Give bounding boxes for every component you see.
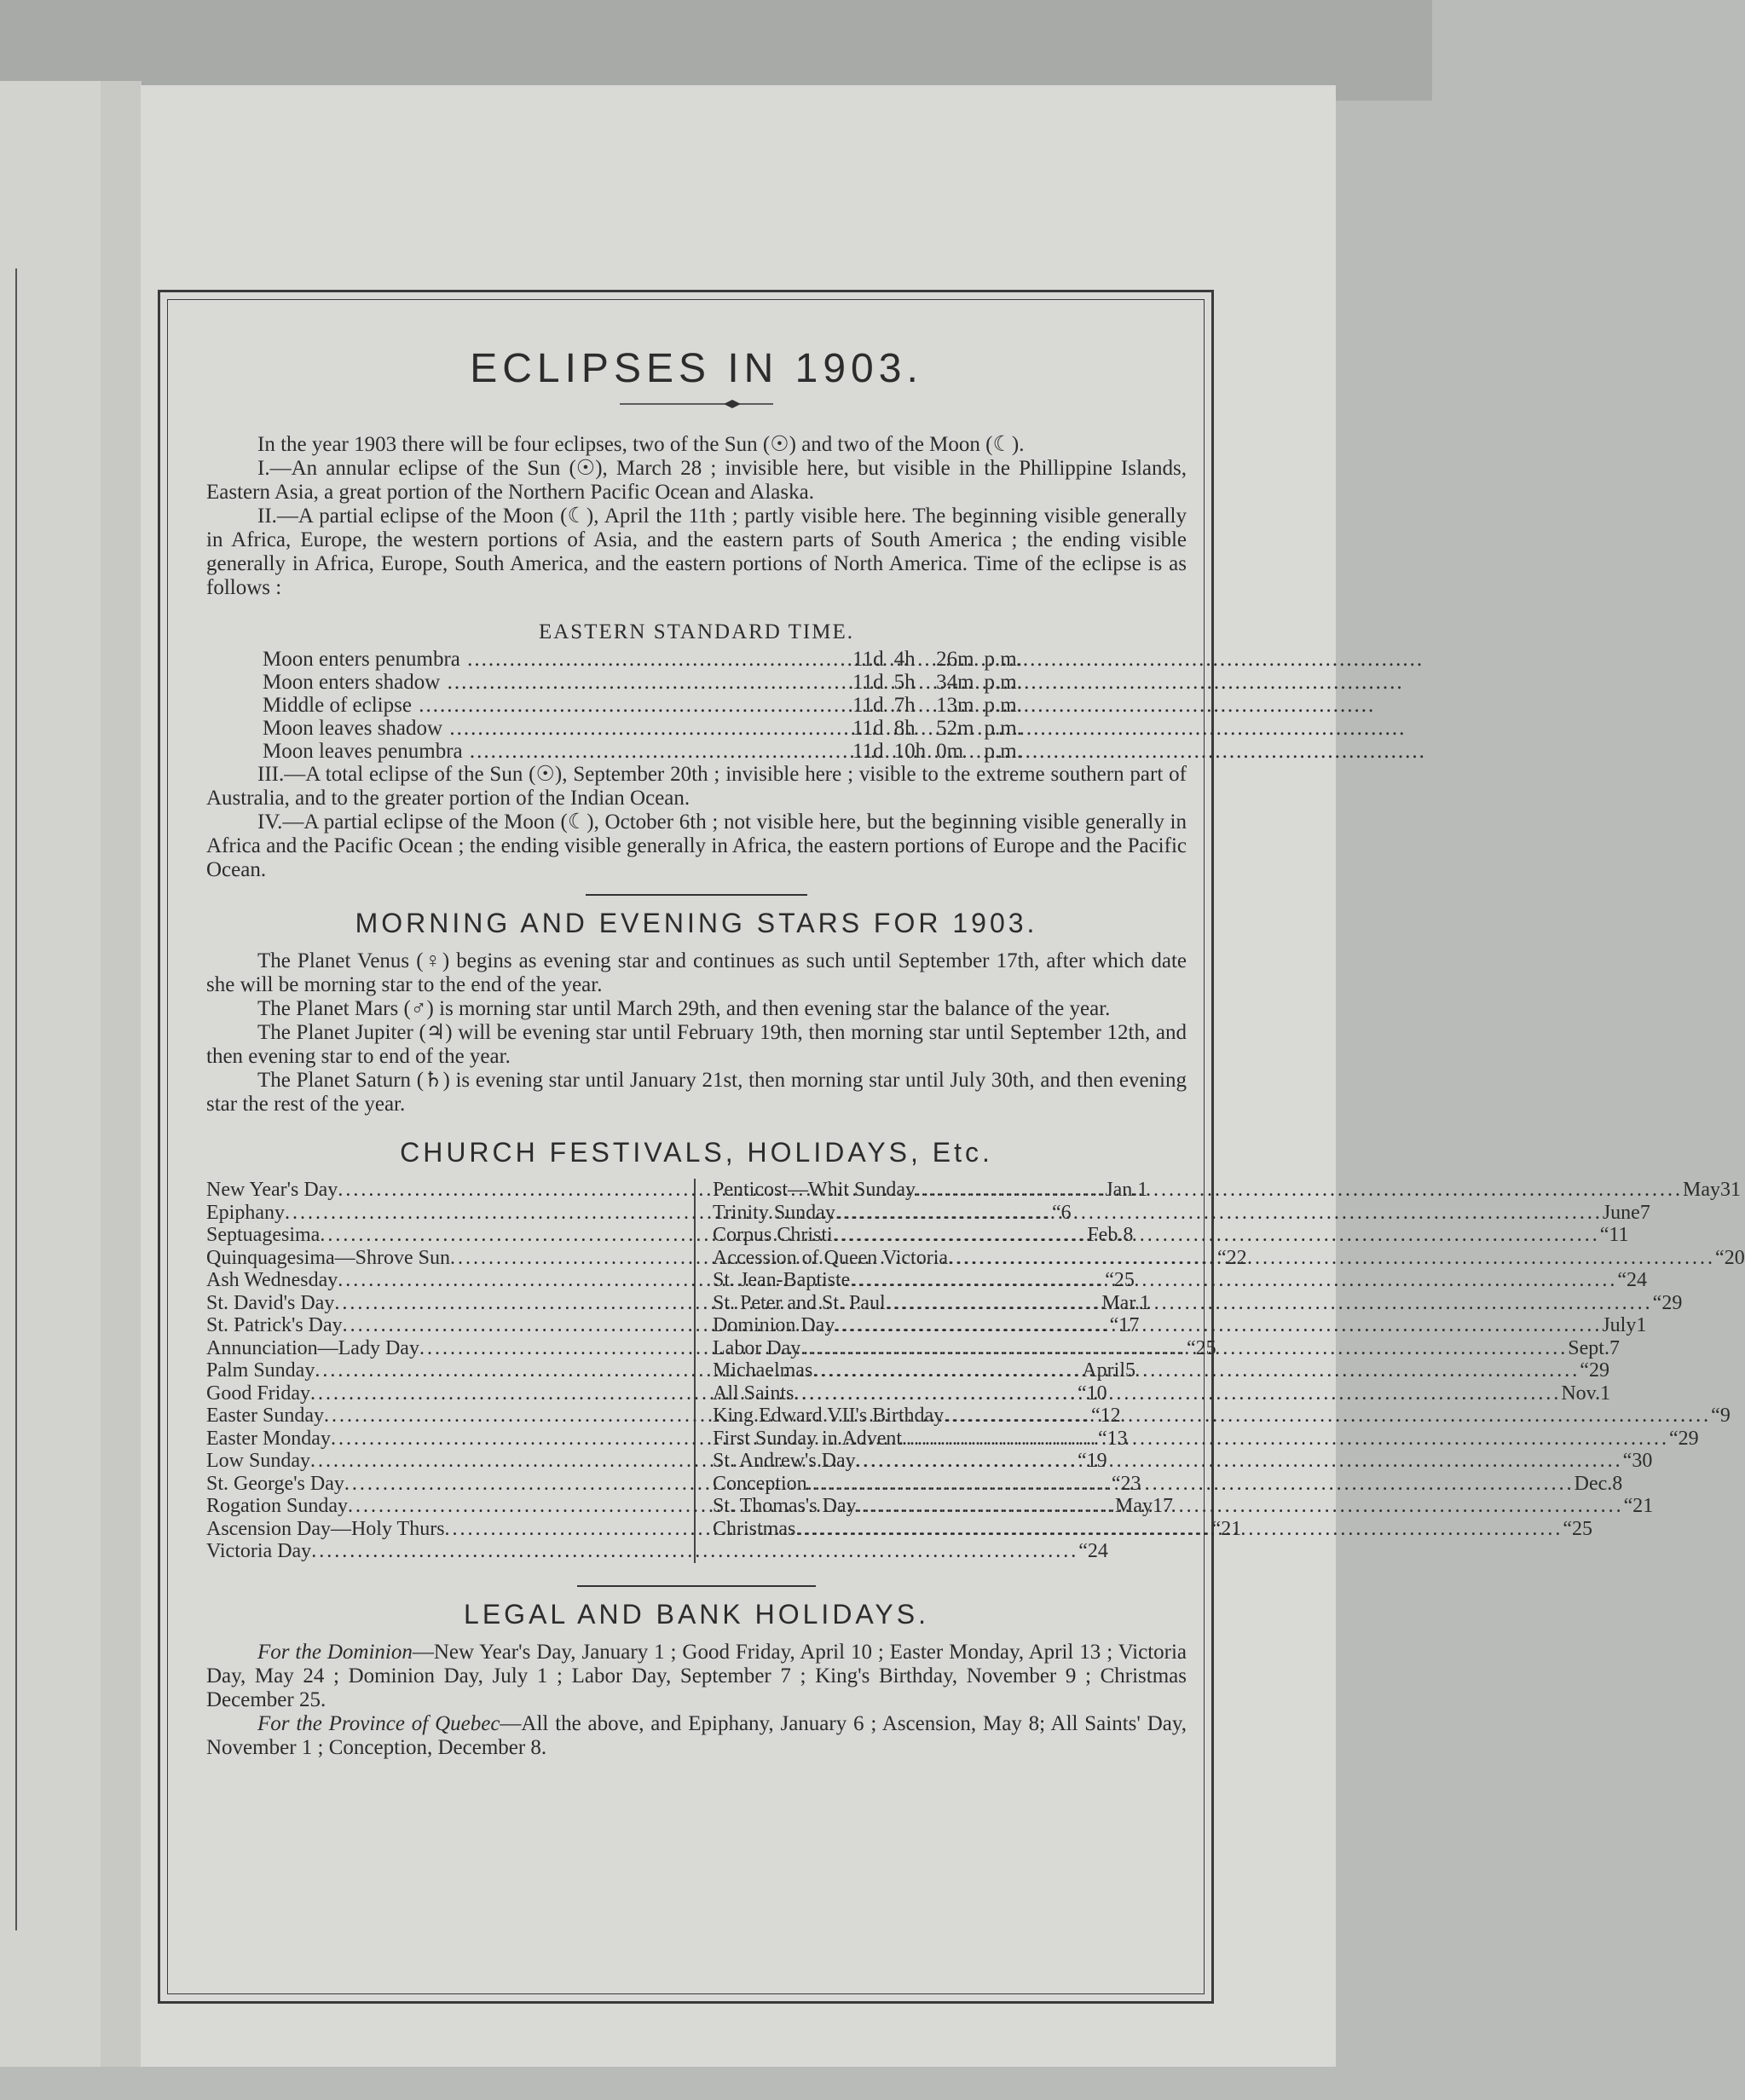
- legal-dominion-text: —New Year's Day, January 1 ; Good Friday, April 10 ; Easter Monday, April 13 ; Victoria Day, May 24 ; Dominion Day, July 1 ; Labor Day, September 7 ; King's Birthday, November 9 ; Christmas December 25.: [206, 1640, 1187, 1711]
- festival-day: 5: [1125, 1359, 1136, 1382]
- festival-day: 1: [1140, 1291, 1150, 1314]
- festival-name: All Saints: [713, 1382, 794, 1405]
- festival-row: [713, 1179, 1741, 1202]
- festival-day: 29: [1661, 1291, 1683, 1314]
- stars-jupiter: The Planet Jupiter (♃) will be evening star until February 19th, then morning star until September 12th, and then evening star to end of the year.: [206, 1021, 1187, 1068]
- time-hour: 7h: [893, 694, 916, 717]
- time-ampm: p.m.: [984, 694, 1022, 717]
- festival-day: 1: [1636, 1314, 1647, 1336]
- festival-name: St. Jean-Baptiste: [713, 1269, 851, 1291]
- festival-day: 8: [1612, 1472, 1623, 1495]
- legal-holidays-section: [206, 1599, 1187, 1760]
- festival-day: 21: [1221, 1517, 1242, 1540]
- festival-day: 25: [1113, 1269, 1135, 1291]
- time-day: 11d: [852, 694, 884, 717]
- festival-month: April: [1082, 1359, 1126, 1382]
- festival-month: “: [1105, 1269, 1114, 1291]
- time-ampm: p.m.: [984, 740, 1022, 763]
- festival-day: 6: [1060, 1201, 1072, 1224]
- festival-month: “: [1109, 1314, 1119, 1336]
- eclipses-intro: In the year 1903 there will be four eclipses, two of the Sun (☉) and two of the Moon (☾).: [257, 433, 1025, 456]
- festival-name: Palm Sunday: [206, 1359, 315, 1382]
- festival-name: St. Andrew's Day: [713, 1450, 856, 1472]
- page-border-inner: [167, 299, 1745, 1994]
- stars-saturn: The Planet Saturn (♄) is evening star until January 21st, then morning star until July 30th, and then evening star the rest of the year.: [206, 1069, 1187, 1116]
- eclipse-ii: II.—A partial eclipse of the Moon (☾), April the 11th ; partly visible here. The beginning visible generally in Africa, Europe, the western portions of Asia, and the eastern parts of South America ; the ending visible generally in Africa, Europe, South America, and the eastern portions of North America. Time of the eclipse is as follows :: [206, 505, 1187, 599]
- festival-day: 11: [1609, 1224, 1629, 1246]
- festival-month: June: [1602, 1201, 1640, 1224]
- time-minute: 34m: [936, 671, 974, 694]
- time-day: 11d: [852, 671, 884, 694]
- festival-name: Good Friday: [206, 1382, 310, 1405]
- time-ampm: p.m.: [984, 648, 1022, 671]
- festival-row: [713, 1314, 1647, 1337]
- festival-day: 20: [1724, 1246, 1745, 1269]
- time-hour: 4h: [893, 648, 916, 671]
- time-minute: 26m: [936, 648, 974, 671]
- festival-name: Septuagesima: [206, 1224, 321, 1246]
- festival-name: Ascension Day—Holy Thurs: [206, 1517, 445, 1540]
- festival-day: 8: [1123, 1224, 1134, 1246]
- time-row: [257, 671, 1027, 694]
- festival-day: 23: [1120, 1472, 1141, 1495]
- legal-dominion: [206, 1641, 1187, 1712]
- festival-day: 13: [1107, 1427, 1128, 1450]
- festival-day: 7: [1639, 1201, 1650, 1224]
- festival-day: 25: [1195, 1336, 1216, 1359]
- festival-month: “: [1078, 1382, 1087, 1405]
- festival-row: [713, 1359, 1609, 1382]
- festival-day: 22: [1226, 1246, 1247, 1269]
- festival-month: “: [1111, 1472, 1121, 1495]
- ornamental-rule: [620, 399, 773, 409]
- festival-month: “: [1211, 1517, 1222, 1540]
- festival-month: “: [1051, 1201, 1061, 1224]
- festival-month: Nov.: [1561, 1382, 1601, 1405]
- festival-month: Dec.: [1574, 1472, 1613, 1495]
- time-event: Moon enters shadow .....: [263, 671, 842, 694]
- festival-day: 29: [1588, 1359, 1609, 1382]
- festival-month: “: [1623, 1495, 1633, 1517]
- time-day: 11d: [852, 717, 884, 740]
- festival-name: St. Thomas's Day: [713, 1495, 857, 1517]
- time-hour: 10h: [893, 740, 927, 763]
- festival-row: [713, 1472, 1623, 1496]
- festival-month: Mar.: [1101, 1291, 1140, 1314]
- festival-day: 9: [1719, 1405, 1731, 1427]
- festival-day: 30: [1632, 1450, 1653, 1472]
- festival-month: “: [1097, 1427, 1107, 1450]
- festival-name: Rogation Sunday: [206, 1495, 348, 1517]
- page-border-outer: [158, 290, 1745, 2004]
- festival-month: “: [1186, 1336, 1196, 1359]
- festivals-table: [206, 1179, 1745, 1563]
- stars-mars: The Planet Mars (♂) is morning star until March 29th, and then evening star the balance of the year.: [257, 997, 1111, 1020]
- eclipse-iii: III.—A total eclipse of the Sun (☉), September 20th ; invisible here ; visible to the extreme southern part of Australia, and to the greater portion of the Indian Ocean.: [206, 763, 1187, 810]
- time-hour: 5h: [893, 671, 916, 694]
- festival-name: First Sunday in Advent: [713, 1427, 903, 1450]
- festival-name: Quinquagesima—Shrove Sun: [206, 1246, 450, 1269]
- time-ampm: p.m.: [984, 671, 1022, 694]
- festivals-section: [206, 1137, 1745, 1563]
- book-spine: [101, 81, 142, 2067]
- festival-row: [713, 1224, 1629, 1247]
- festival-name: Michaelmas: [713, 1359, 813, 1382]
- time-day: 11d: [852, 740, 884, 763]
- festival-name: Ash Wednesday: [206, 1269, 338, 1291]
- festival-month: May: [1115, 1495, 1153, 1517]
- eclipses-section: [206, 433, 1187, 882]
- festival-day: 12: [1100, 1405, 1121, 1427]
- festival-day: 24: [1087, 1540, 1108, 1562]
- festival-name: Penticost—Whit Sunday: [713, 1179, 916, 1201]
- facing-page-frame: [0, 268, 17, 1930]
- time-event: Middle of eclipse .....: [263, 694, 842, 717]
- festival-name: Accession of Queen Victoria: [713, 1246, 949, 1269]
- festival-row: [713, 1291, 1683, 1315]
- festival-row: [713, 1495, 1654, 1518]
- section-divider: [586, 894, 807, 896]
- festival-month: Sept.: [1568, 1336, 1609, 1359]
- stars-section: [206, 908, 1187, 1116]
- festival-name: St. George's Day: [206, 1472, 344, 1495]
- festival-day: 17: [1153, 1495, 1173, 1517]
- festival-month: “: [1090, 1405, 1101, 1427]
- festival-name: St. David's Day: [206, 1291, 335, 1314]
- time-row: [257, 694, 1027, 717]
- time-event: Moon leaves penumbra .....: [263, 740, 842, 763]
- festival-name: St. Patrick's Day: [206, 1314, 343, 1336]
- time-event: Moon leaves shadow .....: [263, 717, 842, 740]
- festival-month: “: [1216, 1246, 1227, 1269]
- festival-name: St. Peter and St. Paul: [713, 1291, 886, 1314]
- festival-month: “: [1599, 1224, 1609, 1246]
- festival-name: Annunciation—Lady Day: [206, 1336, 419, 1359]
- festival-row: [713, 1450, 1653, 1473]
- page-title: ECLIPSES IN 1903.: [470, 346, 923, 391]
- festival-name: Trinity Sunday: [713, 1201, 835, 1224]
- festival-name: Dominion Day: [713, 1314, 835, 1336]
- legal-quebec-label: For the Province of Quebec: [257, 1711, 500, 1735]
- time-minute: 0m: [936, 740, 964, 763]
- stars-heading: MORNING AND EVENING STARS FOR 1903.: [355, 908, 1038, 938]
- time-hour: 8h: [893, 717, 916, 740]
- festival-row: [713, 1405, 1731, 1428]
- festival-name: Low Sunday: [206, 1450, 310, 1472]
- festival-month: Jan.: [1105, 1179, 1138, 1201]
- festival-name: Easter Sunday: [206, 1405, 324, 1427]
- time-day: 11d: [852, 648, 884, 671]
- festival-day: 24: [1626, 1269, 1647, 1291]
- festival-name: King Edward VII's Birthday: [713, 1405, 945, 1427]
- page-content: [206, 330, 1745, 1760]
- festival-name: Victoria Day: [206, 1540, 312, 1562]
- festival-day: 1: [1600, 1382, 1611, 1405]
- festival-row: [713, 1427, 1699, 1451]
- festival-row: [713, 1201, 1650, 1225]
- time-heading: EASTERN STANDARD TIME.: [538, 620, 854, 643]
- almanac-page: [141, 85, 1745, 2067]
- festival-month: Feb.: [1087, 1224, 1124, 1246]
- festival-day: 7: [1609, 1336, 1620, 1359]
- festival-month: “: [1580, 1359, 1589, 1382]
- festival-month: July: [1602, 1314, 1637, 1336]
- section-divider: [577, 1585, 816, 1587]
- time-minute: 13m: [936, 694, 974, 717]
- festival-row: [713, 1382, 1611, 1405]
- festival-day: 29: [1678, 1427, 1699, 1450]
- eclipse-iv: IV.—A partial eclipse of the Moon (☾), October 6th ; not visible here, but the beginning visible generally in Africa and the Pacific Ocean ; the ending visible generally in Africa, the eastern portions of Europe and the Pacific Ocean.: [206, 811, 1187, 881]
- festival-month: “: [1563, 1517, 1572, 1540]
- stars-venus: The Planet Venus (♀) begins as evening star and continues as such until September 17th, after which date she will be morning star to the end of the year.: [206, 949, 1187, 996]
- legal-heading: LEGAL AND BANK HOLIDAYS.: [464, 1598, 929, 1630]
- festival-day: 31: [1719, 1179, 1741, 1201]
- festival-row: [713, 1269, 1647, 1292]
- festival-month: “: [1652, 1291, 1662, 1314]
- time-row: [257, 717, 1027, 740]
- festival-month: “: [1078, 1540, 1088, 1562]
- festival-month: “: [1617, 1269, 1627, 1291]
- festival-month: “: [1669, 1427, 1679, 1450]
- festival-month: “: [1622, 1450, 1632, 1472]
- festival-day: 25: [1572, 1517, 1592, 1540]
- festival-name: New Year's Day: [206, 1179, 338, 1201]
- festival-month: “: [1711, 1405, 1720, 1427]
- festival-name: Corpus Christi: [713, 1224, 833, 1246]
- eclipse-i: I.—An annular eclipse of the Sun (☉), March 28 ; invisible here, but visible in the Phillippine Islands, Eastern Asia, a great portion of the Northern Pacific Ocean and Alaska.: [206, 457, 1187, 504]
- legal-dominion-label: For the Dominion: [257, 1640, 413, 1664]
- festival-name: Easter Monday: [206, 1427, 331, 1450]
- festival-day: 1: [1137, 1179, 1148, 1201]
- festival-month: May: [1682, 1179, 1720, 1201]
- eclipse-time-table: [257, 648, 1027, 763]
- festival-month: “: [1078, 1450, 1087, 1472]
- festival-day: 21: [1632, 1495, 1654, 1517]
- legal-quebec: [206, 1712, 1187, 1760]
- festival-day: 10: [1086, 1382, 1107, 1405]
- time-ampm: p.m.: [984, 717, 1022, 740]
- time-minute: 52m: [936, 717, 974, 740]
- festival-name: Labor Day: [713, 1336, 801, 1359]
- festival-day: 17: [1118, 1314, 1140, 1336]
- festival-name: Epiphany: [206, 1201, 285, 1224]
- time-row: [257, 740, 1027, 763]
- festival-month: “: [1715, 1246, 1725, 1269]
- festival-row: [206, 1540, 1108, 1563]
- festival-name: Christmas: [713, 1517, 796, 1540]
- festivals-heading: CHURCH FESTIVALS, HOLIDAYS, Etc.: [400, 1137, 993, 1168]
- festival-day: 19: [1086, 1450, 1107, 1472]
- legal-quebec-text: —All the above, and Epiphany, January 6 ; Ascension, May 8; All Saints' Day, November 1 ; Conception, December 8.: [206, 1711, 1187, 1759]
- festival-name: Conception: [713, 1472, 807, 1495]
- time-event: Moon enters penumbra .....: [263, 648, 842, 671]
- time-row: [257, 648, 1027, 671]
